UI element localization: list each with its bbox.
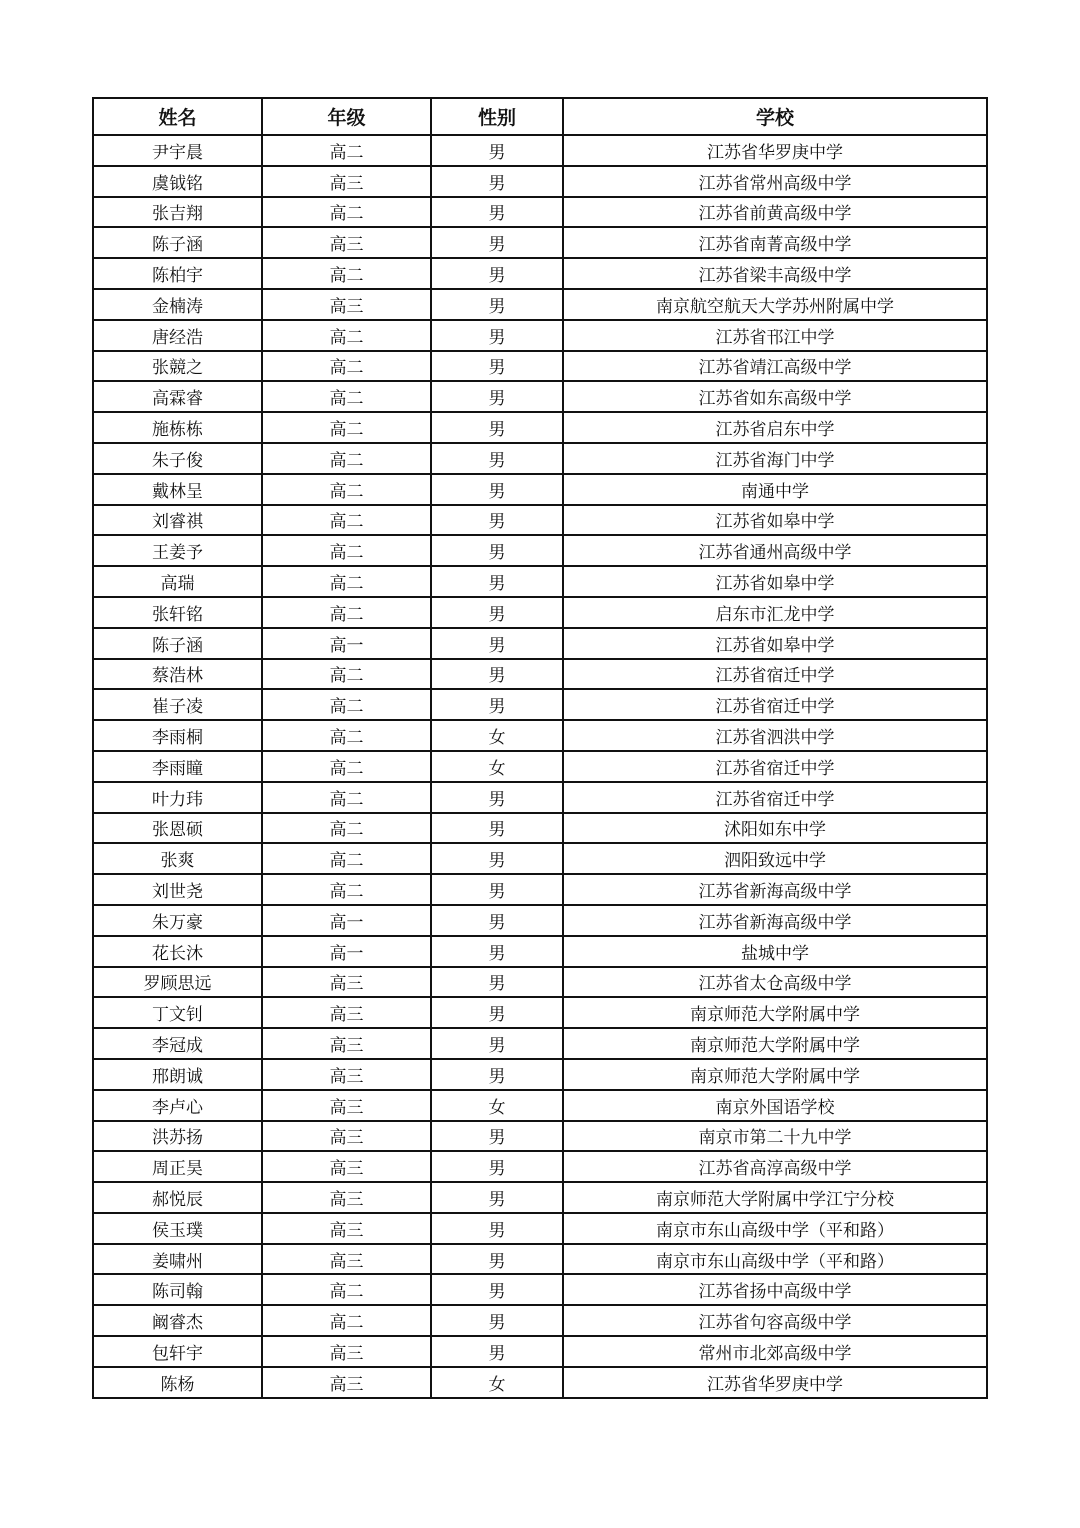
- cell-name: 张爽: [93, 843, 262, 874]
- cell-school: 盐城中学: [563, 936, 987, 967]
- table-row: [93, 751, 987, 782]
- cell-school: 江苏省如东高级中学: [563, 381, 987, 412]
- cell-school: 启东市汇龙中学: [563, 597, 987, 628]
- cell-name: 李冠成: [93, 1028, 262, 1059]
- cell-school: 江苏省泗洪中学: [563, 720, 987, 751]
- cell-name: 张競之: [93, 351, 262, 382]
- cell-school: 江苏省宿迁中学: [563, 782, 987, 813]
- cell-name: 侯玉璞: [93, 1213, 262, 1244]
- cell-name: 尹宇晨: [93, 135, 262, 166]
- cell-school: 南通中学: [563, 474, 987, 505]
- cell-school: 江苏省邗江中学: [563, 320, 987, 351]
- table-body: [93, 135, 987, 1398]
- cell-school: 常州市北郊高级中学: [563, 1336, 987, 1367]
- cell-gender: 男: [431, 782, 563, 813]
- table-row: [93, 166, 987, 197]
- cell-gender: 男: [431, 1028, 563, 1059]
- table-row: [93, 843, 987, 874]
- cell-gender: 男: [431, 443, 563, 474]
- cell-name: 郝悦辰: [93, 1182, 262, 1213]
- cell-school: 泗阳致远中学: [563, 843, 987, 874]
- table-row: [93, 720, 987, 751]
- cell-name: 陈子涵: [93, 227, 262, 258]
- cell-name: 施栋栋: [93, 412, 262, 443]
- cell-gender: 男: [431, 535, 563, 566]
- cell-school: 南京师范大学附属中学: [563, 1028, 987, 1059]
- cell-grade: 高二: [262, 197, 431, 228]
- table-row: [93, 905, 987, 936]
- header-name: 姓名: [93, 98, 262, 135]
- table-row: [93, 1028, 987, 1059]
- cell-school: 江苏省海门中学: [563, 443, 987, 474]
- cell-gender: 男: [431, 258, 563, 289]
- cell-gender: 男: [431, 197, 563, 228]
- cell-grade: 高二: [262, 443, 431, 474]
- cell-gender: 男: [431, 659, 563, 690]
- cell-grade: 高二: [262, 720, 431, 751]
- cell-name: 陈子涵: [93, 628, 262, 659]
- table-row: [93, 1367, 987, 1398]
- table-row: [93, 443, 987, 474]
- cell-school: 江苏省高淳高级中学: [563, 1151, 987, 1182]
- cell-school: 江苏省新海高级中学: [563, 905, 987, 936]
- cell-name: 丁文钊: [93, 997, 262, 1028]
- cell-school: 江苏省宿迁中学: [563, 689, 987, 720]
- cell-gender: 男: [431, 1213, 563, 1244]
- cell-name: 金楠涛: [93, 289, 262, 320]
- cell-grade: 高一: [262, 905, 431, 936]
- cell-name: 高霖睿: [93, 381, 262, 412]
- cell-name: 蔡浩林: [93, 659, 262, 690]
- cell-grade: 高一: [262, 628, 431, 659]
- cell-gender: 男: [431, 227, 563, 258]
- cell-name: 戴林呈: [93, 474, 262, 505]
- cell-grade: 高二: [262, 782, 431, 813]
- cell-grade: 高二: [262, 843, 431, 874]
- cell-name: 周正昊: [93, 1151, 262, 1182]
- cell-gender: 男: [431, 505, 563, 536]
- cell-gender: 男: [431, 1182, 563, 1213]
- cell-name: 花长沐: [93, 936, 262, 967]
- cell-name: 洪苏扬: [93, 1121, 262, 1152]
- cell-grade: 高二: [262, 566, 431, 597]
- table-row: [93, 1244, 987, 1275]
- cell-grade: 高二: [262, 689, 431, 720]
- cell-gender: 女: [431, 720, 563, 751]
- cell-gender: 男: [431, 1244, 563, 1275]
- table-row: [93, 289, 987, 320]
- cell-name: 朱子俊: [93, 443, 262, 474]
- cell-name: 阚睿杰: [93, 1305, 262, 1336]
- cell-name: 刘世尧: [93, 874, 262, 905]
- cell-name: 李雨瞳: [93, 751, 262, 782]
- cell-grade: 高三: [262, 1213, 431, 1244]
- cell-grade: 高二: [262, 1274, 431, 1305]
- cell-school: 江苏省新海高级中学: [563, 874, 987, 905]
- cell-name: 朱万豪: [93, 905, 262, 936]
- cell-gender: 男: [431, 1305, 563, 1336]
- cell-grade: 高三: [262, 997, 431, 1028]
- cell-name: 王姜予: [93, 535, 262, 566]
- cell-school: 江苏省宿迁中学: [563, 659, 987, 690]
- cell-gender: 男: [431, 905, 563, 936]
- table-row: [93, 474, 987, 505]
- table-row: [93, 412, 987, 443]
- cell-name: 陈杨: [93, 1367, 262, 1398]
- cell-school: 江苏省梁丰高级中学: [563, 258, 987, 289]
- cell-school: 江苏省华罗庚中学: [563, 135, 987, 166]
- table-row: [93, 1305, 987, 1336]
- cell-grade: 高二: [262, 1305, 431, 1336]
- header-gender: 性别: [431, 98, 563, 135]
- cell-gender: 女: [431, 1367, 563, 1398]
- cell-grade: 高三: [262, 1121, 431, 1152]
- cell-grade: 高二: [262, 535, 431, 566]
- cell-grade: 高三: [262, 1336, 431, 1367]
- table-header: [93, 98, 987, 135]
- cell-name: 罗顾思远: [93, 967, 262, 998]
- cell-gender: 男: [431, 843, 563, 874]
- cell-gender: 男: [431, 874, 563, 905]
- cell-name: 高瑞: [93, 566, 262, 597]
- cell-grade: 高二: [262, 258, 431, 289]
- cell-gender: 男: [431, 597, 563, 628]
- cell-school: 江苏省太仓高级中学: [563, 967, 987, 998]
- cell-school: 江苏省宿迁中学: [563, 751, 987, 782]
- cell-school: 南京师范大学附属中学江宁分校: [563, 1182, 987, 1213]
- cell-school: 南京市东山高级中学（平和路）: [563, 1213, 987, 1244]
- cell-gender: 男: [431, 997, 563, 1028]
- cell-grade: 高三: [262, 227, 431, 258]
- cell-grade: 高一: [262, 936, 431, 967]
- table-row: [93, 227, 987, 258]
- cell-grade: 高三: [262, 1151, 431, 1182]
- cell-gender: 男: [431, 1151, 563, 1182]
- cell-gender: 男: [431, 1121, 563, 1152]
- cell-school: 江苏省如皋中学: [563, 566, 987, 597]
- cell-gender: 男: [431, 566, 563, 597]
- cell-gender: 男: [431, 412, 563, 443]
- cell-grade: 高二: [262, 874, 431, 905]
- table-row: [93, 659, 987, 690]
- table-row: [93, 813, 987, 844]
- cell-grade: 高二: [262, 474, 431, 505]
- table-row: [93, 1336, 987, 1367]
- cell-school: 江苏省如皋中学: [563, 628, 987, 659]
- cell-grade: 高二: [262, 659, 431, 690]
- table-row: [93, 997, 987, 1028]
- table-row: [93, 1059, 987, 1090]
- header-row: [93, 98, 987, 135]
- cell-gender: 男: [431, 813, 563, 844]
- cell-school: 沭阳如东中学: [563, 813, 987, 844]
- cell-gender: 女: [431, 1090, 563, 1121]
- table-row: [93, 351, 987, 382]
- header-school: 学校: [563, 98, 987, 135]
- cell-grade: 高三: [262, 166, 431, 197]
- table-row: [93, 1182, 987, 1213]
- cell-grade: 高二: [262, 597, 431, 628]
- cell-school: 江苏省句容高级中学: [563, 1305, 987, 1336]
- cell-name: 陈司翰: [93, 1274, 262, 1305]
- cell-grade: 高三: [262, 967, 431, 998]
- cell-grade: 高二: [262, 381, 431, 412]
- table-row: [93, 689, 987, 720]
- cell-school: 江苏省华罗庚中学: [563, 1367, 987, 1398]
- cell-gender: 男: [431, 967, 563, 998]
- cell-school: 江苏省靖江高级中学: [563, 351, 987, 382]
- table-row: [93, 320, 987, 351]
- table-row: [93, 535, 987, 566]
- cell-school: 江苏省常州高级中学: [563, 166, 987, 197]
- cell-school: 江苏省扬中高级中学: [563, 1274, 987, 1305]
- cell-name: 陈柏宇: [93, 258, 262, 289]
- cell-gender: 女: [431, 751, 563, 782]
- cell-name: 叶力玮: [93, 782, 262, 813]
- table-row: [93, 1121, 987, 1152]
- cell-gender: 男: [431, 351, 563, 382]
- cell-grade: 高三: [262, 289, 431, 320]
- table-row: [93, 936, 987, 967]
- cell-grade: 高三: [262, 1244, 431, 1275]
- table-row: [93, 1151, 987, 1182]
- table-row: [93, 782, 987, 813]
- cell-grade: 高二: [262, 351, 431, 382]
- cell-grade: 高二: [262, 751, 431, 782]
- student-roster-table: [92, 97, 988, 1399]
- header-grade: 年级: [262, 98, 431, 135]
- cell-grade: 高三: [262, 1367, 431, 1398]
- cell-school: 江苏省前黄高级中学: [563, 197, 987, 228]
- cell-school: 江苏省启东中学: [563, 412, 987, 443]
- cell-gender: 男: [431, 1274, 563, 1305]
- cell-school: 江苏省通州高级中学: [563, 535, 987, 566]
- cell-name: 包轩宇: [93, 1336, 262, 1367]
- cell-gender: 男: [431, 135, 563, 166]
- cell-grade: 高二: [262, 135, 431, 166]
- cell-grade: 高二: [262, 813, 431, 844]
- cell-gender: 男: [431, 320, 563, 351]
- table-row: [93, 597, 987, 628]
- cell-gender: 男: [431, 381, 563, 412]
- table-row: [93, 1090, 987, 1121]
- cell-name: 姜啸州: [93, 1244, 262, 1275]
- cell-gender: 男: [431, 689, 563, 720]
- cell-school: 南京市第二十九中学: [563, 1121, 987, 1152]
- table-row: [93, 258, 987, 289]
- cell-school: 南京师范大学附属中学: [563, 997, 987, 1028]
- table-row: [93, 566, 987, 597]
- cell-gender: 男: [431, 289, 563, 320]
- table-row: [93, 1213, 987, 1244]
- cell-name: 邢朗诚: [93, 1059, 262, 1090]
- table-row: [93, 135, 987, 166]
- cell-name: 李雨桐: [93, 720, 262, 751]
- cell-grade: 高二: [262, 320, 431, 351]
- cell-gender: 男: [431, 1336, 563, 1367]
- cell-gender: 男: [431, 628, 563, 659]
- cell-name: 张恩硕: [93, 813, 262, 844]
- table-row: [93, 874, 987, 905]
- cell-school: 南京航空航天大学苏州附属中学: [563, 289, 987, 320]
- cell-school: 南京外国语学校: [563, 1090, 987, 1121]
- table-row: [93, 967, 987, 998]
- cell-name: 刘睿祺: [93, 505, 262, 536]
- cell-gender: 男: [431, 474, 563, 505]
- table-row: [93, 381, 987, 412]
- cell-grade: 高二: [262, 505, 431, 536]
- cell-grade: 高三: [262, 1182, 431, 1213]
- cell-name: 张轩铭: [93, 597, 262, 628]
- cell-school: 南京师范大学附属中学: [563, 1059, 987, 1090]
- cell-name: 唐经浩: [93, 320, 262, 351]
- cell-grade: 高三: [262, 1028, 431, 1059]
- cell-name: 崔子凌: [93, 689, 262, 720]
- cell-school: 江苏省南菁高级中学: [563, 227, 987, 258]
- cell-grade: 高二: [262, 412, 431, 443]
- cell-grade: 高三: [262, 1090, 431, 1121]
- cell-gender: 男: [431, 936, 563, 967]
- table-row: [93, 628, 987, 659]
- table-row: [93, 1274, 987, 1305]
- cell-school: 江苏省如皋中学: [563, 505, 987, 536]
- cell-name: 张吉翔: [93, 197, 262, 228]
- table-row: [93, 505, 987, 536]
- cell-gender: 男: [431, 166, 563, 197]
- cell-grade: 高三: [262, 1059, 431, 1090]
- cell-name: 虞钺铭: [93, 166, 262, 197]
- cell-school: 南京市东山高级中学（平和路）: [563, 1244, 987, 1275]
- cell-gender: 男: [431, 1059, 563, 1090]
- table-row: [93, 197, 987, 228]
- cell-name: 李卢心: [93, 1090, 262, 1121]
